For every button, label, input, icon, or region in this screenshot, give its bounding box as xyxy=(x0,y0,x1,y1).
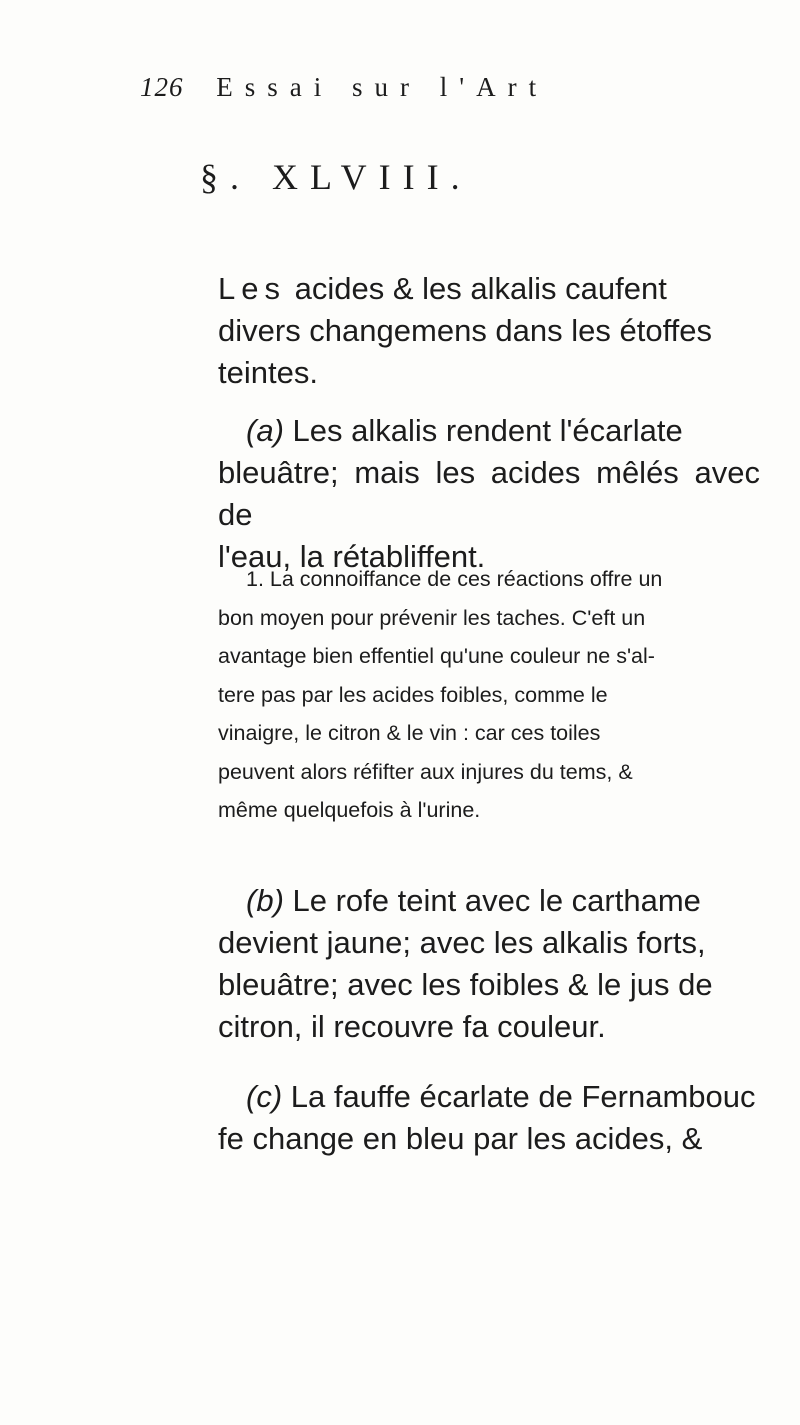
note-line: tere pas par les acides foibles, comme le xyxy=(218,682,608,707)
paragraph-lead-word: Les xyxy=(218,271,286,306)
paragraph-line: bleuâtre; avec les foibles & le jus de xyxy=(218,967,713,1002)
paragraph-marker: (b) xyxy=(246,883,284,918)
paragraph-1 xyxy=(218,268,760,394)
paragraph-line: acides & les alkalis caufent xyxy=(294,271,667,306)
running-head xyxy=(140,72,660,103)
note-line: avantage bien effentiel qu'une couleur ne s'al- xyxy=(218,644,655,668)
paragraph-line: devient jaune; avec les alkalis forts, xyxy=(218,925,706,960)
paragraph-line: teintes. xyxy=(218,355,318,390)
paragraph-line: Le rofe teint avec le carthame xyxy=(292,883,701,918)
paragraph-line: bleuâtre; mais les acides mêlés avec de xyxy=(218,455,760,532)
page-number: 126 xyxy=(140,72,184,102)
note-line: 1. La connoiffance de ces réactions offre un xyxy=(246,567,663,591)
paragraph-c xyxy=(218,1076,760,1160)
paragraph-marker: (a) xyxy=(246,413,284,448)
section-heading: §. XLVIII. xyxy=(200,157,472,197)
paragraph-line: La fauffe écarlate de Fernambouc xyxy=(290,1079,756,1114)
paragraph-line: citron, il recouvre fa couleur. xyxy=(218,1009,606,1044)
running-head-title: Essai sur l'Art xyxy=(216,72,549,102)
note-line: bon moyen pour prévenir les taches. C'eft un xyxy=(218,605,646,630)
note-paragraph xyxy=(218,560,760,830)
paragraph-a xyxy=(218,410,760,578)
paragraph-b xyxy=(218,880,760,1048)
paragraph-line: Les alkalis rendent l'écarlate xyxy=(292,413,683,448)
note-line: vinaigre, le citron & le vin : car ces toiles xyxy=(218,721,601,745)
note-line: même quelquefois à l'urine. xyxy=(218,798,481,822)
paragraph-line: fe change en bleu par les acides, & xyxy=(218,1121,703,1156)
paragraph-line: divers changemens dans les étoffes xyxy=(218,313,713,348)
paragraph-line: l'eau, la rétabliffent. xyxy=(218,539,486,574)
paragraph-marker: (c) xyxy=(246,1079,283,1114)
note-line: peuvent alors réfifter aux injures du tems, & xyxy=(218,759,633,784)
